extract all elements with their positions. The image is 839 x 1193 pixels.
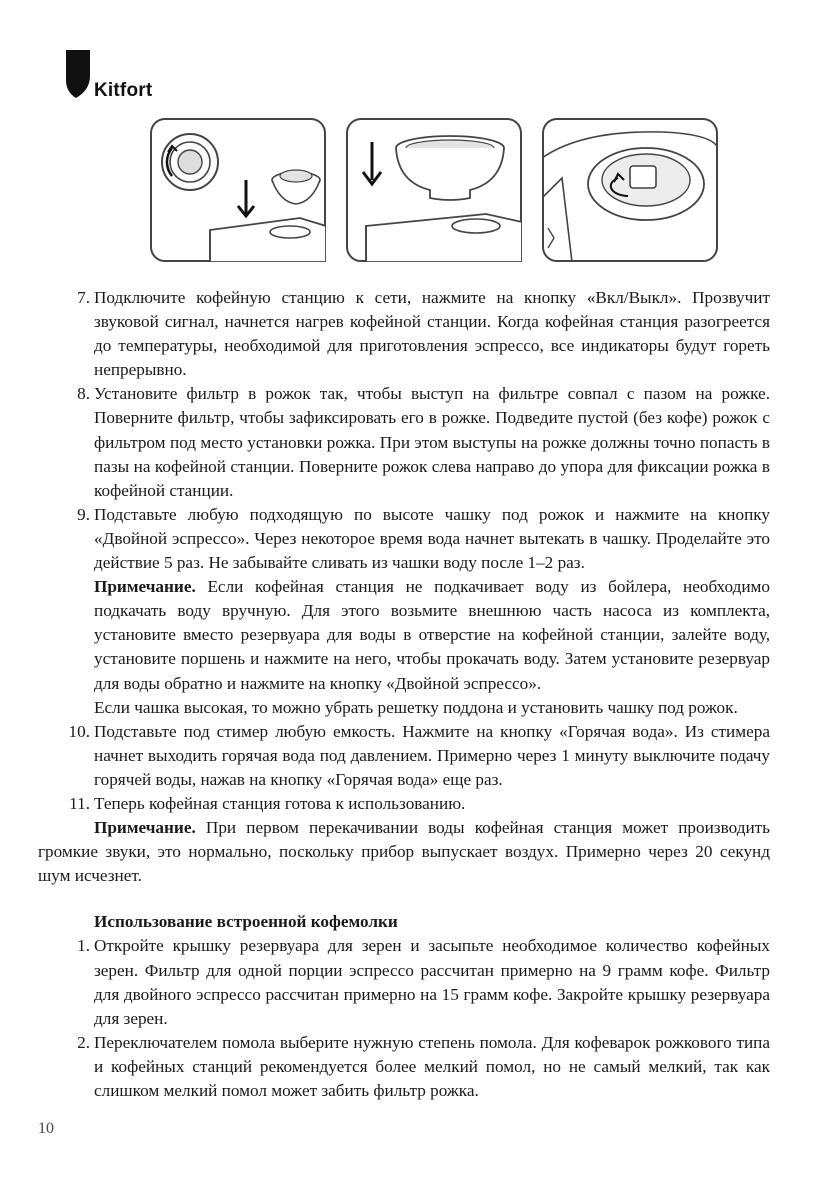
list-item-number: 7. <box>77 288 90 307</box>
brand-name: Kitfort <box>94 80 153 101</box>
list-item <box>38 382 770 502</box>
filter-icon <box>150 118 326 262</box>
list-item-number: 8. <box>77 384 90 404</box>
list-item-text: Переключателем помола выберите нужную степень помола. Для кофеварок рожкового типа и кофейных станций рекомендуется более мелкий помол, но не самый мелкий, так как слишком мелкий помол может забить фильтр рожка. <box>94 1032 770 1100</box>
knob-icon <box>542 118 718 262</box>
note-paragraph <box>38 816 770 888</box>
list-item-text: Подставьте под стимер любую емкость. Нажмите на кнопку «Горячая вода». Из стимера начнет выходить горячая вода под давлением. Примерно через 1 минуту выключите подачу горячей воды, нажав на кнопку «Горячая вода» еще раз. <box>94 721 770 789</box>
instructions-body <box>38 286 770 1103</box>
page-number: 10 <box>38 1120 54 1137</box>
list-item-number: 1. <box>77 936 90 956</box>
list-item-text: Подключите кофейную станцию к сети, нажмите на кнопку «Вкл/Выкл». Прозвучит звуковой сигнал, начнется нагрев кофейной станции. Когда кофейная станция разогреется до температуры, необходимой для приготовления эспрессо, все индикаторы будут гореть непрерывно. <box>94 288 770 380</box>
bowl-icon <box>346 118 522 262</box>
figure-filter-install <box>150 118 326 262</box>
figure-bowl-install <box>346 118 522 262</box>
list-item <box>38 792 770 816</box>
list-item-number: 2. <box>77 1032 90 1052</box>
note-label: Примечание. <box>94 818 196 838</box>
list-item-text: Установите фильтр в рожок так, чтобы выступ на фильтре совпал с пазом на рожке. Поверните фильтр, чтобы зафиксировать его в рожке. Подведите пустой (без кофе) рожок с фильтром под место установки рожка. При этом выступы на рожке должны точно попасть в пазы на кофейной станции. Поверните рожок слева направо до упора для фиксации рожка в кофейной станции. <box>94 384 770 500</box>
note-paragraph <box>38 575 770 695</box>
list-item <box>38 1031 770 1103</box>
figure-grinder-knob <box>542 118 718 262</box>
kitfort-logo-icon <box>66 50 90 98</box>
list-item <box>38 720 770 792</box>
brand-logo <box>66 50 176 106</box>
section-heading: Использование встроенной кофемолки <box>94 912 398 932</box>
list-item-text: Теперь кофейная станция готова к использованию. <box>94 793 466 813</box>
illustrations <box>150 118 720 264</box>
note-label: Примечание. <box>94 577 196 597</box>
list-item-text: Подставьте любую подходящую по высоте чашку под рожок и нажмите на кнопку «Двойной эспрессо». Через некоторое время вода начнет вытекать в чашку. Проделайте это действие 5 раз. Не забывайте сливать из чашки воду после 1–2 раз. <box>94 504 770 573</box>
list-item-text: Откройте крышку резервуара для зерен и засыпьте необходимое количество кофейных зерен. Фильтр для одной порции эспрессо рассчитан примерно на 9 грамм кофе. Фильтр для двойного эспрессо рассчитан примерно на 15 грамм кофе. Закройте крышку резервуара для зерен. <box>94 936 770 1028</box>
note-extra-text: Если чашка высокая, то можно убрать решетку поддона и установить чашку под рожок. <box>94 697 738 717</box>
list-item <box>38 934 770 1030</box>
list-item-number: 10. <box>68 721 90 741</box>
note-extra-paragraph <box>38 696 770 720</box>
list-item-number: 11. <box>69 793 90 813</box>
list-item-number: 9. <box>77 504 90 524</box>
note-text: Если кофейная станция не подкачивает воду из бойлера, необходимо подкачать воду вручную. Для этого возьмите внешнюю часть насоса из комплекта, установите вместо резервуара для воды в отверстие на кофейной станции, залейте воду, установите поршень и нажмите на него, чтобы прокачать воду. Затем установите резервуар для воды обратно и нажмите на кнопку «Двойной эспрессо». <box>94 577 770 693</box>
list-item <box>38 286 770 382</box>
list-item <box>38 503 770 575</box>
note-text: При первом перекачивании воды кофейная станция может производить громкие звуки, это нормально, поскольку прибор выпускает воздух. Примерно через 20 секунд шум исчезнет. <box>38 818 770 886</box>
